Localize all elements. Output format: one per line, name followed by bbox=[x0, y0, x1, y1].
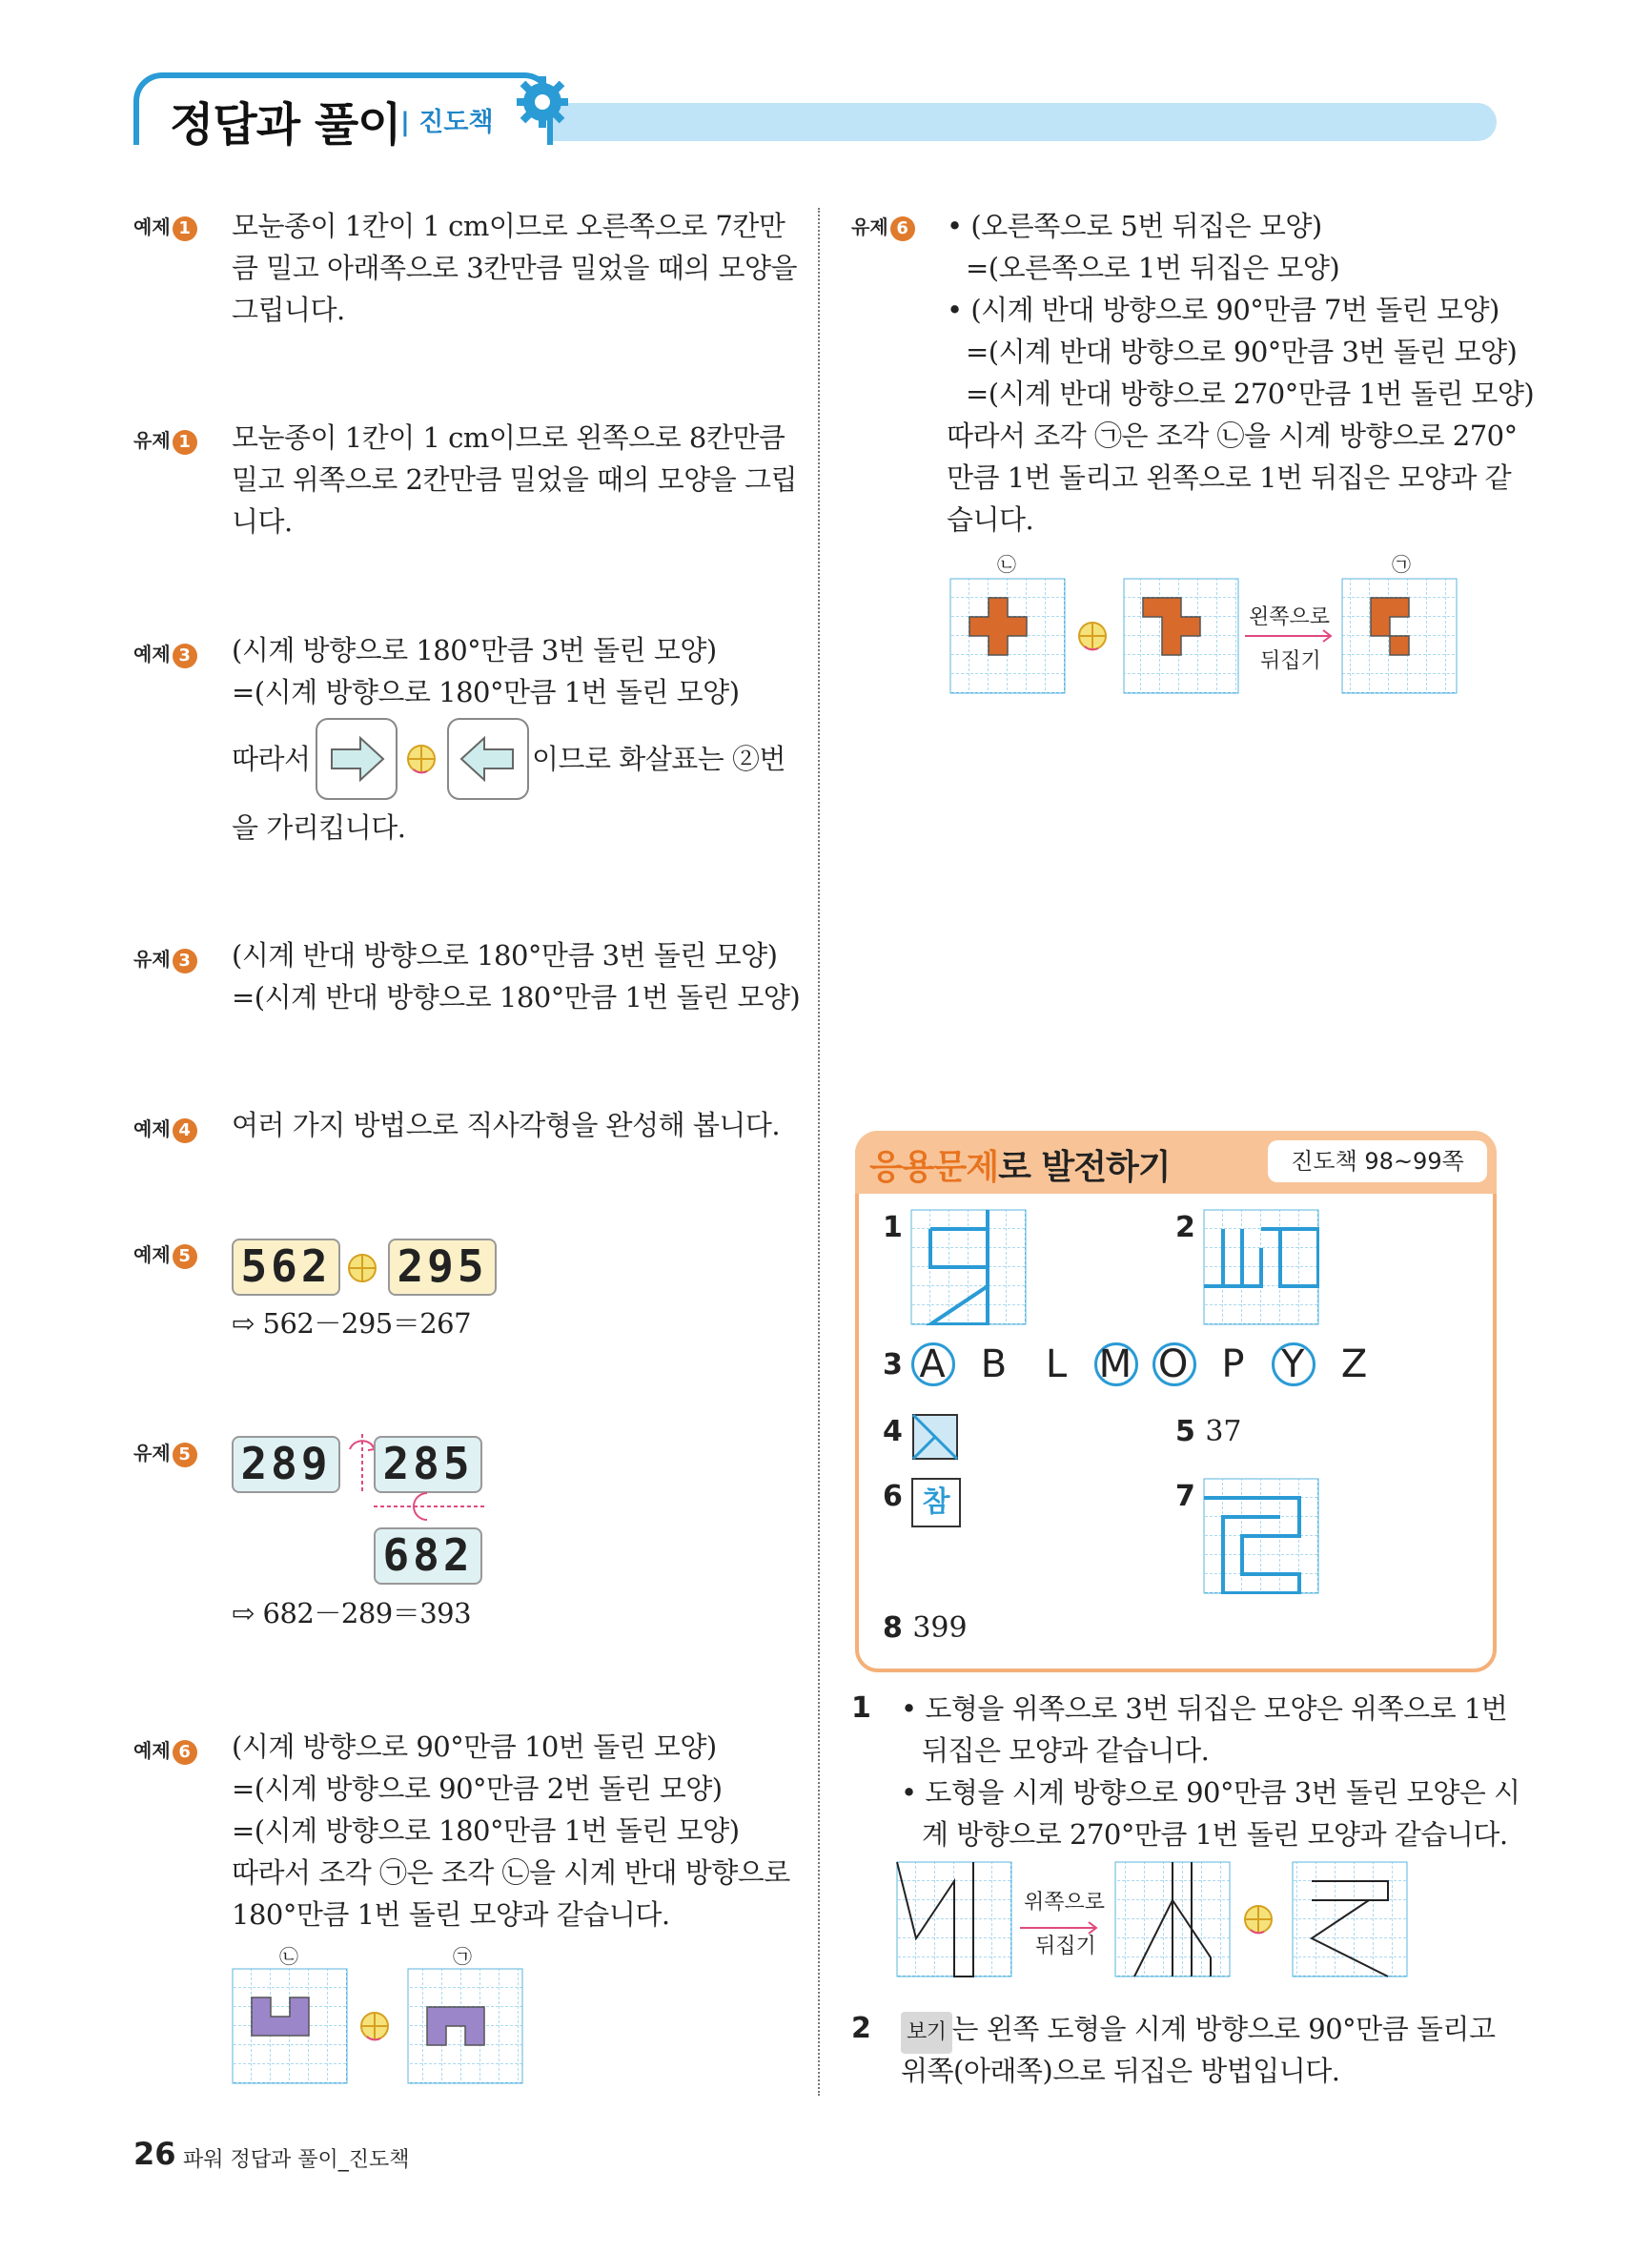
letter-b: B bbox=[980, 1342, 1010, 1386]
flip-up-label: 위쪽으로 bbox=[1024, 1891, 1106, 1915]
explanation-2-line1: 보기 는 왼쪽 도형을 시계 방향으로 90°만큼 돌리고 bbox=[901, 2008, 1495, 2054]
practice-6-figures bbox=[949, 578, 1459, 698]
digit-card-285: 285 bbox=[374, 1436, 482, 1493]
letter-p: P bbox=[1221, 1342, 1247, 1386]
digit-card-682: 682 bbox=[374, 1527, 482, 1585]
explanation-1-text: • 도형을 위쪽으로 3번 뒤집은 모양은 위쪽으로 1번 뒤집은 모양과 같습니다. • 도형을 시계 방향으로 90°만큼 3번 돌린 모양은 시 계 방향으로 270°만큼 1번 돌린 모양과 같습니다. bbox=[901, 1692, 1520, 1851]
answer-number-1: 1 bbox=[883, 1211, 903, 1244]
column-divider bbox=[818, 208, 820, 2096]
answer-number-5: 5 37 bbox=[1175, 1415, 1242, 1448]
flip-up-label-2: 뒤집기 bbox=[1035, 1935, 1096, 1958]
example-label-3: 예제 3 bbox=[133, 639, 197, 668]
explanation-2-line2: 위쪽(아래쪽)으로 뒤집은 방법입니다. bbox=[901, 2055, 1340, 2087]
digit-card-295: 295 bbox=[388, 1239, 497, 1296]
letter-o-circled: O bbox=[1152, 1342, 1196, 1386]
answer-3-letters bbox=[911, 1342, 1380, 1386]
example-5-result: ⇨ 562－295＝267 bbox=[232, 1307, 472, 1340]
practice-label-1: 유제 1 bbox=[133, 425, 197, 455]
rotate-icon bbox=[345, 1251, 379, 1285]
practice-label-6: 유제 6 bbox=[851, 212, 915, 241]
flip-axis-horizontal bbox=[372, 1487, 486, 1526]
example-6-text: (시계 방향으로 90°만큼 10번 돌린 모양) =(시계 방향으로 90°만큼 2번 돌린 모양) =(시계 방향으로 180°만큼 1번 돌린 모양) 따라서 조각 ㉠은 조각 ㉡을 시계 반대 방향으로 180°만큼 1번 돌린 모양과 같습니다. bbox=[232, 1731, 790, 1931]
example-3-text: (시계 방향으로 180°만큼 3번 돌린 모양) =(시계 방향으로 180°만큼 1번 돌린 모양) bbox=[232, 634, 740, 708]
flip-left-label: 왼쪽으로 bbox=[1249, 605, 1331, 629]
subtitle-text: 진도책 bbox=[418, 108, 494, 137]
example-3-post: 이므로 화살표는 ②번 bbox=[532, 743, 786, 775]
answer-6-box: 참 bbox=[911, 1478, 961, 1527]
example-label-4: 예제 4 bbox=[133, 1114, 197, 1143]
footer-text: 파워 정답과 풀이_진도책 bbox=[183, 2148, 410, 2172]
example-6-figures bbox=[232, 1968, 527, 2088]
explanation-number-1: 1 bbox=[851, 1691, 871, 1725]
letter-m-circled: M bbox=[1094, 1342, 1138, 1386]
example-label-5: 예제 5 bbox=[133, 1239, 197, 1269]
header-bar bbox=[515, 103, 1497, 141]
practice-6-text: • (오른쪽으로 5번 뒤집은 모양) =(오른쪽으로 1번 뒤집은 모양) • (시계 반대 방향으로 90°만큼 7번 돌린 모양) =(시계 반대 방향으로 90°만큼 3번 돌린 모양) =(시계 반대 방향으로 270°만큼 1번 돌린 모양) 따라서 조각 ㉠은 조각 ㉡을 시계 방향으로 270° 만큼 1번 돌리고 왼쪽으로 1번 뒤집은 모양과 같 습니다. bbox=[947, 210, 1535, 536]
application-reference: 진도책 98~99쪽 bbox=[1268, 1140, 1487, 1182]
figure-label-b-right: ㉡ bbox=[997, 553, 1016, 576]
letter-y-circled: Y bbox=[1272, 1342, 1315, 1386]
explanation-number-2: 2 bbox=[851, 2012, 871, 2045]
letter-a-circled: A bbox=[911, 1342, 955, 1386]
page-subtitle bbox=[400, 101, 494, 138]
example-3-pre: 따라서 bbox=[232, 743, 311, 775]
practice-1-text: 모눈종이 1칸이 1 cm이므로 왼쪽으로 8칸만큼 밀고 위쪽으로 2칸만큼 밀었을 때의 모양을 그립 니다. bbox=[232, 421, 798, 538]
answer-number-2: 2 bbox=[1175, 1211, 1195, 1244]
answer-2-figure bbox=[1203, 1209, 1319, 1325]
gear-icon bbox=[515, 74, 570, 130]
digit-card-289: 289 bbox=[232, 1436, 340, 1493]
answer-4-figure bbox=[911, 1413, 961, 1463]
figure-label-a: ㉠ bbox=[453, 1945, 472, 1968]
digit-card-562: 562 bbox=[232, 1239, 340, 1296]
answer-number-3: 3 bbox=[883, 1348, 903, 1382]
subtitle-divider: | bbox=[400, 108, 410, 137]
example-label-6: 예제 6 bbox=[133, 1735, 197, 1765]
practice-5-result: ⇨ 682－289＝393 bbox=[232, 1597, 472, 1629]
practice-label-5: 유제 5 bbox=[133, 1438, 197, 1467]
explanation-1-figures bbox=[896, 1861, 1411, 1979]
flip-left-label-2: 뒤집기 bbox=[1260, 649, 1321, 673]
practice-label-3: 유제 3 bbox=[133, 944, 197, 973]
answer-number-6: 6 bbox=[883, 1480, 903, 1513]
application-title: 응용문제로 발전하기 bbox=[869, 1148, 1171, 1187]
example-3-last: 을 가리킵니다. bbox=[232, 811, 406, 844]
letter-z: Z bbox=[1340, 1342, 1370, 1386]
example-4-text: 여러 가지 방법으로 직사각형을 완성해 봅니다. bbox=[232, 1109, 781, 1141]
bogi-badge: 보기 bbox=[901, 2012, 952, 2054]
answer-number-8: 8 399 bbox=[883, 1611, 968, 1645]
answer-number-7: 7 bbox=[1175, 1480, 1195, 1513]
answer-number-4: 4 bbox=[883, 1415, 903, 1448]
example-1-text: 모눈종이 1칸이 1 cm이므로 오른쪽으로 7칸만 큼 밀고 아래쪽으로 3칸만큼 밀었을 때의 모양을 그립니다. bbox=[232, 210, 798, 326]
answer-1-figure bbox=[910, 1209, 1027, 1325]
practice-3-text: (시계 반대 방향으로 180°만큼 3번 돌린 모양) =(시계 반대 방향으로 180°만큼 1번 돌린 모양) bbox=[232, 939, 801, 1014]
letter-l: L bbox=[1045, 1342, 1070, 1386]
example-label-1: 예제 1 bbox=[133, 212, 197, 241]
page-number: 26 bbox=[133, 2136, 176, 2172]
figure-label-b: ㉡ bbox=[279, 1945, 298, 1968]
page-title: 정답과 풀이 bbox=[170, 98, 401, 152]
answer-7-figure bbox=[1203, 1478, 1319, 1594]
figure-label-a-right: ㉠ bbox=[1392, 553, 1411, 576]
